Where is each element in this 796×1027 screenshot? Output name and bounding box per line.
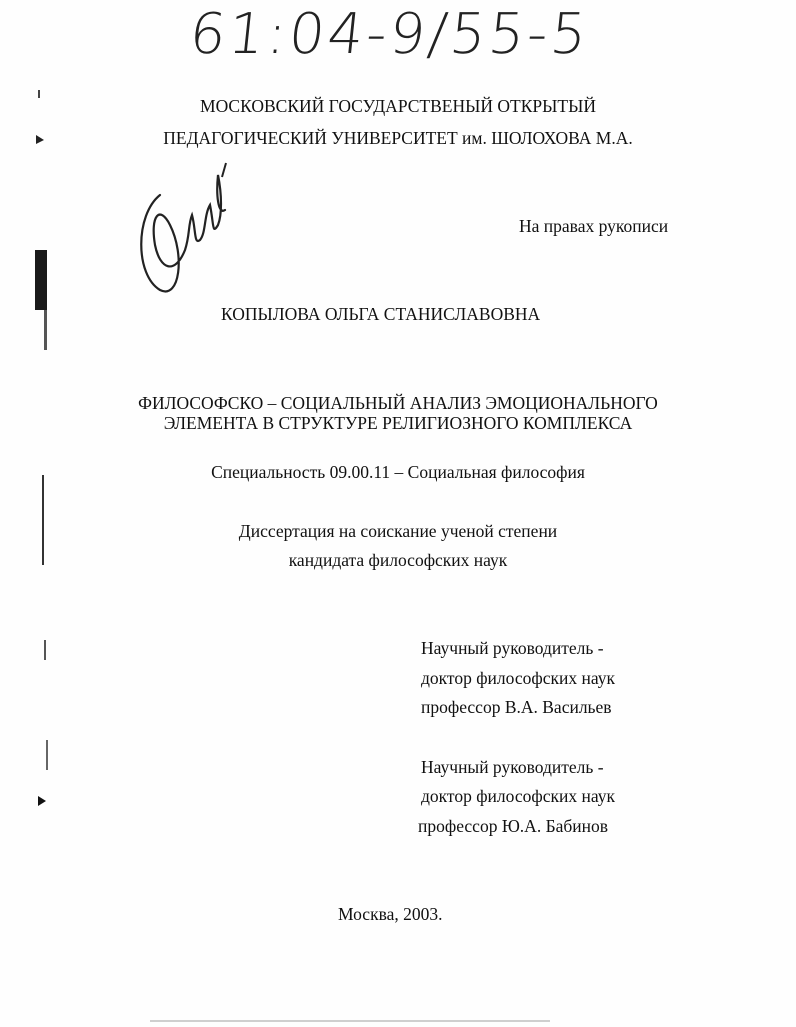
author-name: КОПЫЛОВА ОЛЬГА СТАНИСЛАВОВНА <box>221 304 541 324</box>
dissertation-degree-line2: кандидата философских наук <box>288 550 508 570</box>
supervisor-2-role: Научный руководитель - <box>421 757 604 777</box>
dissertation-title-line1: ФИЛОСОФСКО – СОЦИАЛЬНЫЙ АНАЛИЗ ЭМОЦИОНАЛЬНОГО <box>138 393 658 413</box>
university-name-line1: МОСКОВСКИЙ ГОСУДАРСТВЕНЫЙ ОТКРЫТЫЙ <box>200 96 596 116</box>
signature <box>130 155 240 305</box>
scan-bottom-edge <box>150 1020 550 1022</box>
supervisor-2-degree: доктор философских наук <box>421 786 615 806</box>
specialty: Специальность 09.00.11 – Социальная философия <box>211 462 585 482</box>
supervisor-2-name: профессор Ю.А. Бабинов <box>418 816 609 836</box>
supervisor-1-degree: доктор философских наук <box>421 668 615 688</box>
supervisor-1-role: Научный руководитель - <box>421 638 604 658</box>
dissertation-degree-line1: Диссертация на соискание ученой степени <box>238 521 558 541</box>
university-name-line2: ПЕДАГОГИЧЕСКИЙ УНИВЕРСИТЕТ им. ШОЛОХОВА М.А. <box>163 128 633 148</box>
supervisor-1-name: профессор В.А. Васильев <box>421 697 612 717</box>
dissertation-title-line2: ЭЛЕМЕНТА В СТРУКТУРЕ РЕЛИГИОЗНОГО КОМПЛЕКСА <box>163 413 633 433</box>
archive-code: 61:04-9/55-5 <box>186 2 593 67</box>
city-year: Москва, 2003. <box>338 904 443 924</box>
manuscript-note: На правах рукописи <box>519 216 669 236</box>
